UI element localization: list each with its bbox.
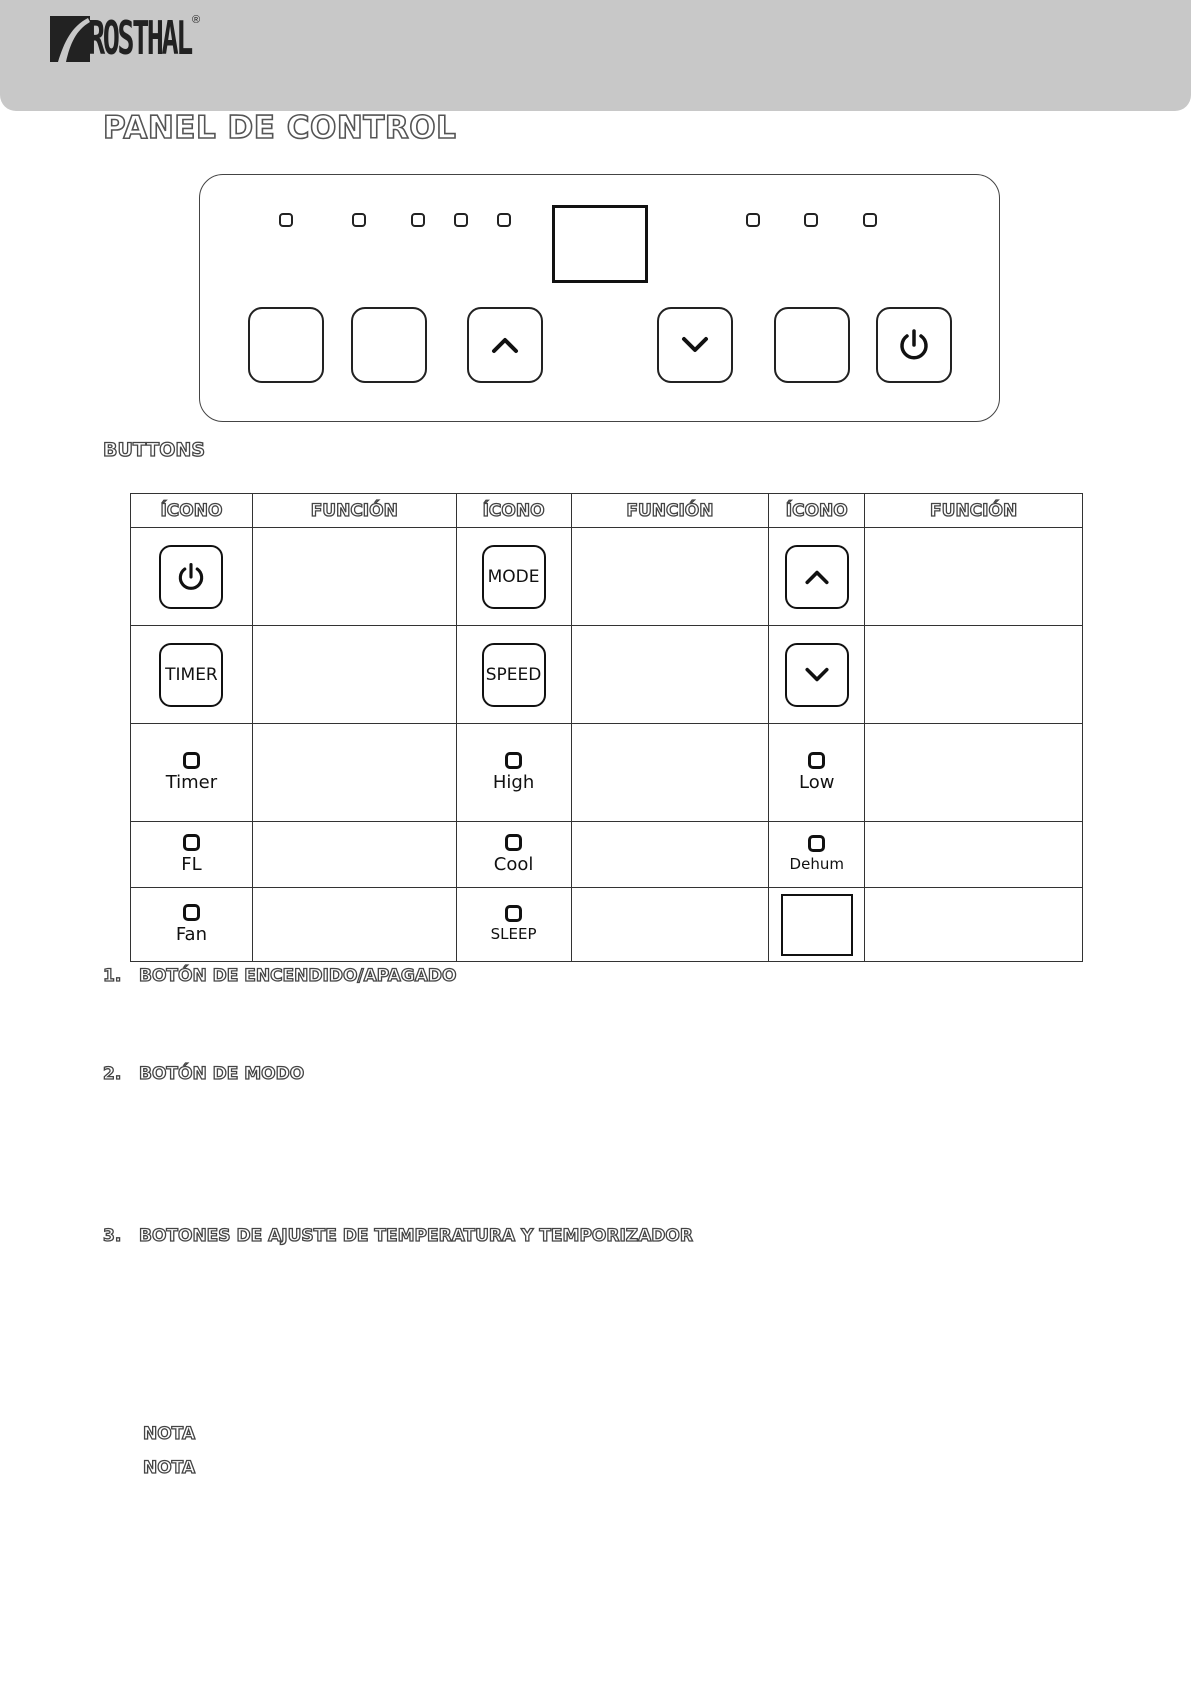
function-cell [571, 626, 769, 724]
function-cell [865, 888, 1083, 962]
mode-button-icon: MODE [482, 545, 546, 609]
icon-cell [769, 888, 865, 962]
chevron-down-icon [680, 336, 710, 354]
function-cell [865, 822, 1083, 888]
panel-button-mode [774, 307, 850, 383]
icon-cell [131, 626, 253, 724]
icon-function-table [130, 493, 1083, 962]
panel-button-timer [248, 307, 324, 383]
indicator-led-icon [505, 752, 522, 769]
panel-display [552, 205, 648, 283]
col-header-function: FUNCIÓN [252, 494, 456, 528]
icon-cell [769, 626, 865, 724]
indicator-dehum: Dehum [789, 855, 844, 873]
icon-cell [131, 724, 253, 822]
panel-led [352, 213, 366, 227]
table-row [131, 888, 1083, 962]
panel-led [497, 213, 511, 227]
power-button-icon [159, 545, 223, 609]
section-number: 2. [103, 1064, 122, 1084]
panel-button-power [876, 307, 952, 383]
function-cell [571, 888, 769, 962]
panel-led [804, 213, 818, 227]
panel-button-speed [351, 307, 427, 383]
up-button-icon [785, 545, 849, 609]
indicator-led-icon [183, 752, 200, 769]
page-title: PANEL DE CONTROL [103, 110, 457, 146]
col-header-icon: ÍCONO [456, 494, 571, 528]
col-header-icon: ÍCONO [769, 494, 865, 528]
header-bar [0, 0, 1191, 111]
chevron-up-icon [803, 569, 831, 585]
function-cell [865, 724, 1083, 822]
icon-cell [456, 888, 571, 962]
table-row [131, 724, 1083, 822]
table-header-row [131, 494, 1083, 528]
icon-cell [456, 822, 571, 888]
function-cell [252, 724, 456, 822]
chevron-down-icon [803, 667, 831, 683]
function-cell [571, 528, 769, 626]
function-cell [252, 888, 456, 962]
col-header-function: FUNCIÓN [865, 494, 1083, 528]
icon-cell [769, 724, 865, 822]
panel-led [411, 213, 425, 227]
indicator-low: Low [799, 772, 835, 793]
table-row [131, 822, 1083, 888]
panel-led [454, 213, 468, 227]
function-cell [571, 822, 769, 888]
function-cell [252, 528, 456, 626]
registered-mark: ® [192, 14, 201, 26]
indicator-timer: Timer [165, 772, 218, 793]
note-label: NOTA [143, 1458, 196, 1478]
panel-button-up [467, 307, 543, 383]
indicator-fl: FL [181, 854, 202, 875]
down-button-icon [785, 643, 849, 707]
icon-cell [131, 528, 253, 626]
power-icon [175, 561, 207, 593]
col-header-function: FUNCIÓN [571, 494, 769, 528]
panel-led [863, 213, 877, 227]
function-cell [865, 626, 1083, 724]
table-row [131, 626, 1083, 724]
section-heading [103, 1226, 693, 1246]
timer-button-icon: TIMER [159, 643, 223, 707]
function-cell [571, 724, 769, 822]
section-title: BOTONES DE AJUSTE DE TEMPERATURA Y TEMPORIZADOR [139, 1226, 693, 1246]
indicator-led-icon [505, 834, 522, 851]
icon-cell [131, 822, 253, 888]
indicator-sleep: SLEEP [490, 925, 537, 943]
indicator-led-icon [183, 834, 200, 851]
function-cell [865, 528, 1083, 626]
section-title: BOTÓN DE ENCENDIDO/APAGADO [139, 966, 457, 986]
indicator-high: High [492, 772, 535, 793]
col-header-icon: ÍCONO [131, 494, 253, 528]
table-row [131, 528, 1083, 626]
display-icon [781, 894, 853, 956]
logo-slash-icon [50, 12, 90, 64]
section-heading [103, 966, 457, 986]
panel-led [279, 213, 293, 227]
brand-logo [50, 12, 210, 66]
section-number: 1. [103, 966, 122, 986]
power-icon [896, 327, 932, 363]
icon-cell [456, 626, 571, 724]
indicator-fan: Fan [175, 924, 207, 945]
indicator-led-icon [505, 905, 522, 922]
icon-cell [131, 888, 253, 962]
brand-name: ROSTHAL [88, 11, 191, 65]
function-cell [252, 626, 456, 724]
icon-cell [769, 822, 865, 888]
chevron-up-icon [490, 336, 520, 354]
indicator-cool: Cool [493, 854, 534, 875]
panel-button-down [657, 307, 733, 383]
icon-cell [456, 724, 571, 822]
buttons-heading: BUTTONS [103, 439, 206, 461]
section-heading [103, 1064, 304, 1084]
icon-cell [769, 528, 865, 626]
panel-led [746, 213, 760, 227]
note-label: NOTA [143, 1424, 196, 1444]
indicator-led-icon [808, 752, 825, 769]
section-title: BOTÓN DE MODO [139, 1064, 305, 1084]
indicator-led-icon [183, 904, 200, 921]
speed-button-icon: SPEED [482, 643, 546, 707]
icon-cell [456, 528, 571, 626]
function-cell [252, 822, 456, 888]
indicator-led-icon [808, 835, 825, 852]
section-number: 3. [103, 1226, 122, 1246]
